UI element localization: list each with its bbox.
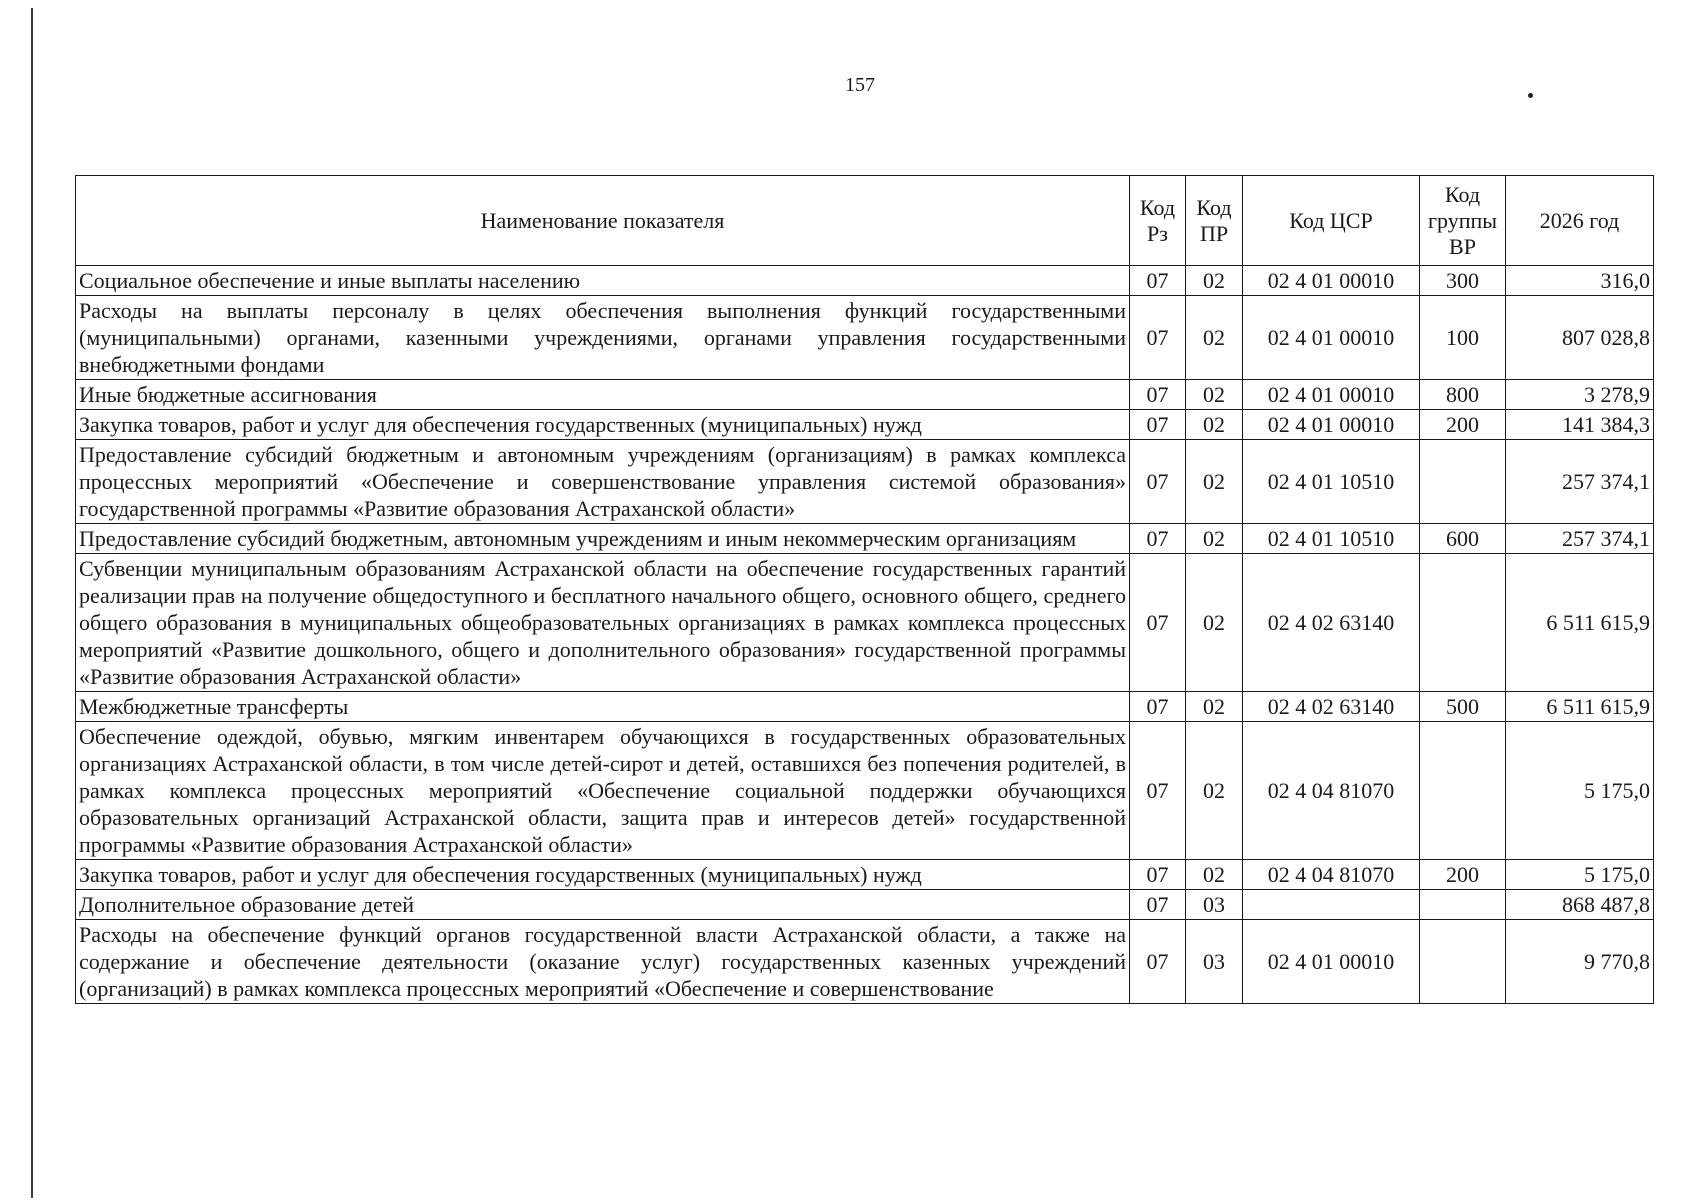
cell-csr: 02 4 01 00010: [1243, 296, 1420, 380]
cell-vr: [1420, 722, 1506, 860]
cell-amount: 6 511 615,9: [1506, 554, 1654, 692]
table-row: [76, 890, 1654, 920]
header-rz: Код Рз: [1130, 176, 1186, 266]
cell-vr: 200: [1420, 860, 1506, 890]
cell-rz: 07: [1130, 554, 1186, 692]
table-row: [76, 410, 1654, 440]
table-row: [76, 920, 1654, 1004]
cell-rz: 07: [1130, 722, 1186, 860]
cell-rz: 07: [1130, 266, 1186, 296]
cell-name: Предоставление субсидий бюджетным и автономным учреждениям (организациям) в рамках комплекса процессных мероприятий «Обеспечение и совершенствование управления системой образования» государственной программы «Развитие образования Астраханской области»: [76, 440, 1130, 524]
cell-name: Предоставление субсидий бюджетным, автономным учреждениям и иным некоммерческим организациям: [76, 524, 1130, 554]
cell-vr: 200: [1420, 410, 1506, 440]
cell-csr: 02 4 04 81070: [1243, 860, 1420, 890]
cell-pr: 02: [1186, 440, 1243, 524]
cell-amount: 257 374,1: [1506, 524, 1654, 554]
table-header-row: [76, 176, 1654, 266]
cell-csr: 02 4 01 10510: [1243, 440, 1420, 524]
header-csr: Код ЦСР: [1243, 176, 1420, 266]
cell-amount: 6 511 615,9: [1506, 692, 1654, 722]
table-row: [76, 692, 1654, 722]
header-pr: Код ПР: [1186, 176, 1243, 266]
cell-amount: 3 278,9: [1506, 380, 1654, 410]
cell-amount: 141 384,3: [1506, 410, 1654, 440]
cell-csr: 02 4 01 00010: [1243, 410, 1420, 440]
cell-csr: 02 4 01 00010: [1243, 920, 1420, 1004]
cell-amount: 316,0: [1506, 266, 1654, 296]
table-row: [76, 722, 1654, 860]
cell-pr: 03: [1186, 920, 1243, 1004]
cell-rz: 07: [1130, 524, 1186, 554]
cell-rz: 07: [1130, 890, 1186, 920]
cell-vr: 100: [1420, 296, 1506, 380]
cell-csr: 02 4 01 00010: [1243, 266, 1420, 296]
cell-vr: [1420, 920, 1506, 1004]
cell-rz: 07: [1130, 920, 1186, 1004]
cell-csr: 02 4 04 81070: [1243, 722, 1420, 860]
cell-pr: 02: [1186, 692, 1243, 722]
cell-rz: 07: [1130, 692, 1186, 722]
cell-name: Закупка товаров, работ и услуг для обеспечения государственных (муниципальных) нужд: [76, 860, 1130, 890]
cell-rz: 07: [1130, 380, 1186, 410]
cell-vr: [1420, 890, 1506, 920]
cell-name: Обеспечение одеждой, обувью, мягким инвентарем обучающихся в государственных образовательных организациях Астраханской области, в том числе детей-сирот и детей, оставшихся без попечения родителей, в рамках комплекса процессных мероприятий «Обеспечение социальной поддержки обучающихся образовательных организаций Астраханской области, защита прав и интересов детей» государственной программы «Развитие образования Астраханской области»: [76, 722, 1130, 860]
cell-vr: 300: [1420, 266, 1506, 296]
cell-name: Закупка товаров, работ и услуг для обеспечения государственных (муниципальных) нужд: [76, 410, 1130, 440]
cell-name: Дополнительное образование детей: [76, 890, 1130, 920]
cell-pr: 02: [1186, 266, 1243, 296]
table-row: [76, 380, 1654, 410]
cell-rz: 07: [1130, 296, 1186, 380]
cell-csr: 02 4 01 00010: [1243, 380, 1420, 410]
cell-pr: 02: [1186, 296, 1243, 380]
cell-name: Субвенции муниципальным образованиям Астраханской области на обеспечение государственных гарантий реализации прав на получение общедоступного и бесплатного начального общего, основного общего, среднего общего образования в муниципальных общеобразовательных организациях в рамках комплекса процессных мероприятий «Развитие дошкольного, общего и дополнительного образования» государственной программы «Развитие образования Астраханской области»: [76, 554, 1130, 692]
cell-amount: 257 374,1: [1506, 440, 1654, 524]
cell-vr: 800: [1420, 380, 1506, 410]
page-number: 157: [845, 74, 875, 96]
cell-pr: 02: [1186, 410, 1243, 440]
cell-amount: 5 175,0: [1506, 860, 1654, 890]
cell-vr: [1420, 440, 1506, 524]
cell-vr: [1420, 554, 1506, 692]
cell-name: Иные бюджетные ассигнования: [76, 380, 1130, 410]
budget-table: [75, 175, 1654, 1004]
header-name: Наименование показателя: [76, 176, 1130, 266]
cell-amount: 868 487,8: [1506, 890, 1654, 920]
header-vr: Код группы ВР: [1420, 176, 1506, 266]
cell-rz: 07: [1130, 440, 1186, 524]
cell-pr: 02: [1186, 722, 1243, 860]
cell-name: Социальное обеспечение и иные выплаты населению: [76, 266, 1130, 296]
cell-pr: 03: [1186, 890, 1243, 920]
cell-rz: 07: [1130, 410, 1186, 440]
table-row: [76, 554, 1654, 692]
cell-pr: 02: [1186, 860, 1243, 890]
cell-csr: [1243, 890, 1420, 920]
table-row: [76, 860, 1654, 890]
cell-csr: 02 4 02 63140: [1243, 692, 1420, 722]
cell-amount: 807 028,8: [1506, 296, 1654, 380]
cell-rz: 07: [1130, 860, 1186, 890]
cell-name: Расходы на обеспечение функций органов государственной власти Астраханской области, а также на содержание и обеспечение деятельности (оказание услуг) государственных казенных учреждений (организаций) в рамках комплекса процессных мероприятий «Обеспечение и совершенствование: [76, 920, 1130, 1004]
cell-name: Межбюджетные трансферты: [76, 692, 1130, 722]
table-row: [76, 524, 1654, 554]
cell-vr: 500: [1420, 692, 1506, 722]
table-row: [76, 266, 1654, 296]
cell-vr: 600: [1420, 524, 1506, 554]
cell-pr: 02: [1186, 380, 1243, 410]
cell-name: Расходы на выплаты персоналу в целях обеспечения выполнения функций государственными (муниципальными) органами, казенными учреждениями, органами управления государственными внебюджетными фондами: [76, 296, 1130, 380]
cell-csr: 02 4 01 10510: [1243, 524, 1420, 554]
cell-pr: 02: [1186, 554, 1243, 692]
cell-amount: 5 175,0: [1506, 722, 1654, 860]
cell-csr: 02 4 02 63140: [1243, 554, 1420, 692]
cell-amount: 9 770,8: [1506, 920, 1654, 1004]
cell-pr: 02: [1186, 524, 1243, 554]
scan-edge-line: [31, 8, 33, 1198]
table-row: [76, 296, 1654, 380]
table-row: [76, 440, 1654, 524]
header-year: 2026 год: [1506, 176, 1654, 266]
